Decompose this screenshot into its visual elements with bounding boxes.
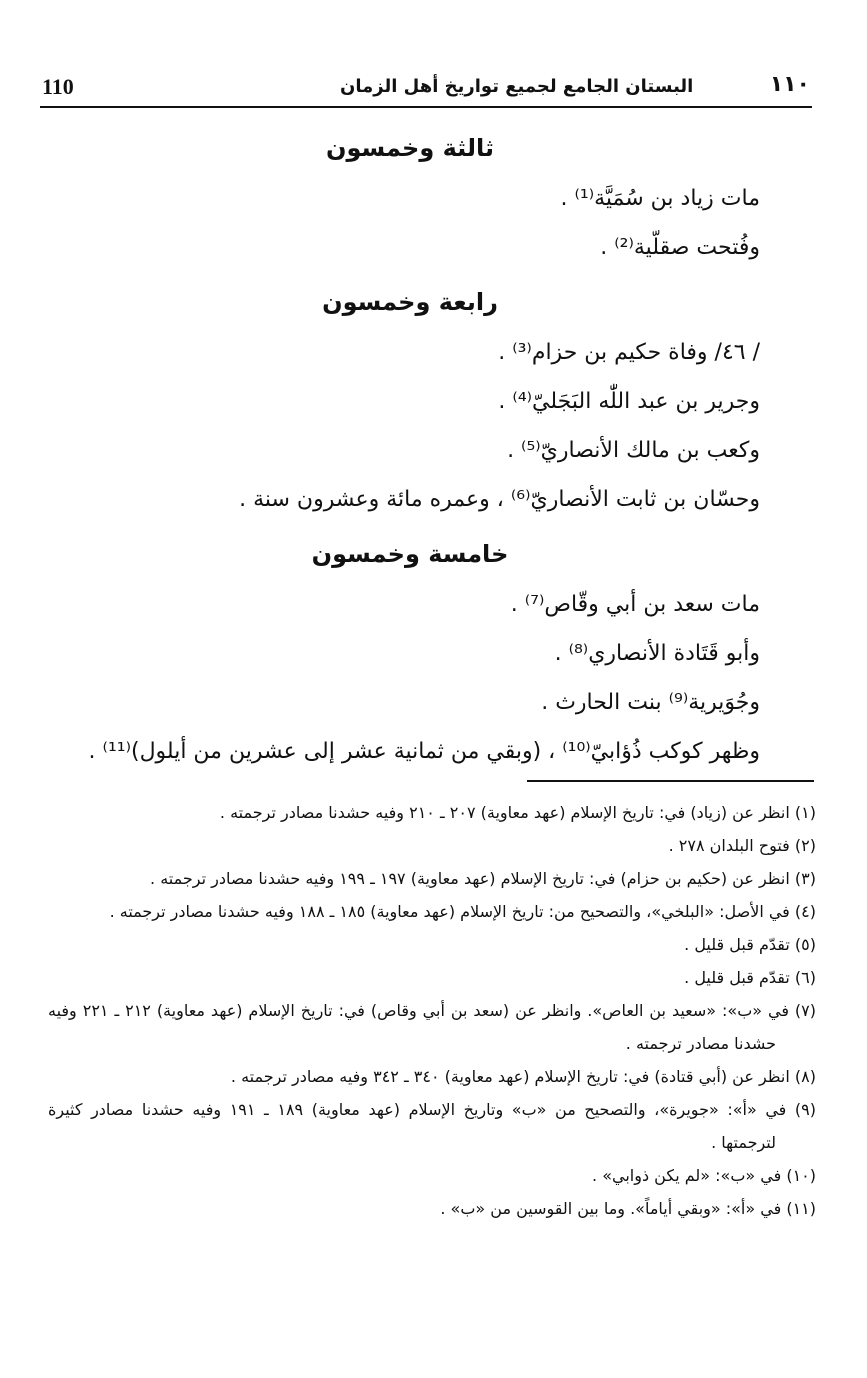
text-line: وفُتحت صقلّية⁽²⁾ . (600, 235, 760, 260)
footnote: (٣) انظر عن (حكيم بن حزام) في: تاريخ الإسلام (عهد معاوية) ١٩٧ ـ ١٩٩ وفيه حشدنا مصادر ترجمته . (150, 869, 816, 888)
text-line: وحسّان بن ثابت الأنصاريّ⁽⁶⁾ ، وعمره مائة وعشرون سنة . (239, 487, 760, 512)
text-line: مات سعد بن أبي وقّاص⁽⁷⁾ . (510, 592, 760, 617)
footnote: (٧) في «ب»: «سعيد بن العاص». وانظر عن (سعد بن أبي وقاص) في: تاريخ الإسلام (عهد معاوية) ٢١٢ ـ ٢٢١ وفيه حشدنا مصادر ترجمته . (48, 1001, 817, 1053)
running-title: البستان الجامع لجميع تواريخ أهل الزمان (340, 76, 694, 97)
page-number-arabic: ١١٠ (769, 72, 810, 97)
text-line: وجُوَيرية⁽⁹⁾ بنت الحارث . (541, 690, 760, 715)
text-line: وكعب بن مالك الأنصاريّ⁽⁵⁾ . (507, 438, 760, 463)
footnotes (48, 796, 816, 1225)
section-55 (60, 534, 760, 776)
main-text (60, 118, 760, 776)
page-number-latin: 110 (42, 74, 74, 99)
text-line: وظهر كوكب ذُؤابيّ⁽¹⁰⁾ ، (وبقي من ثمانية عشر إلى عشرين من أيلول)⁽¹¹⁾ . (88, 739, 760, 764)
text-line: / ٤٦/ وفاة حكيم بن حزام⁽³⁾ . (498, 340, 760, 365)
section-heading: خامسة وخمسون (311, 540, 509, 568)
section-53 (60, 128, 760, 272)
footnote-separator (527, 780, 814, 782)
footnote: (٨) انظر عن (أبي قتادة) في: تاريخ الإسلام (عهد معاوية) ٣٤٠ ـ ٣٤٢ وفيه مصادر ترجمته . (230, 1067, 816, 1086)
section-heading: رابعة وخمسون (322, 288, 498, 316)
section-54 (60, 282, 760, 524)
text-line: وأبو قَتَادة الأنصاري⁽⁸⁾ . (554, 641, 760, 666)
section-heading: ثالثة وخمسون (326, 134, 494, 162)
footnote: (٤) في الأصل: «البلخي»، والتصحيح من: تاريخ الإسلام (عهد معاوية) ١٨٥ ـ ١٨٨ وفيه حشدنا مصادر ترجمته . (109, 902, 816, 921)
text-line: مات زياد بن سُمَيَّة⁽¹⁾ . (560, 186, 760, 211)
footnote: (١٠) في «ب»: «لم يكن ذوابي» . (592, 1166, 816, 1185)
footnote: (١١) في «أ»: «وبقي أياماً». وما بين القوسين من «ب» . (440, 1199, 816, 1218)
text-line: وجرير بن عبد اللّٰه البَجَليّ⁽⁴⁾ . (498, 389, 760, 414)
footnote: (١) انظر عن (زياد) في: تاريخ الإسلام (عهد معاوية) ٢٠٧ ـ ٢١٠ وفيه حشدنا مصادر ترجمته . (219, 803, 816, 822)
footnote: (٦) تقدّم قبل قليل . (684, 968, 816, 987)
footnote: (٩) في «أ»: «جويرة»، والتصحيح من «ب» وتاريخ الإسلام (عهد معاوية) ١٨٩ ـ ١٩١ وفيه حشدنا مصادر كثيرة لترجمتها . (48, 1100, 817, 1152)
footnote: (٢) فتوح البلدان ٢٧٨ . (668, 836, 816, 855)
page-header (40, 70, 812, 108)
footnote: (٥) تقدّم قبل قليل . (684, 935, 816, 954)
